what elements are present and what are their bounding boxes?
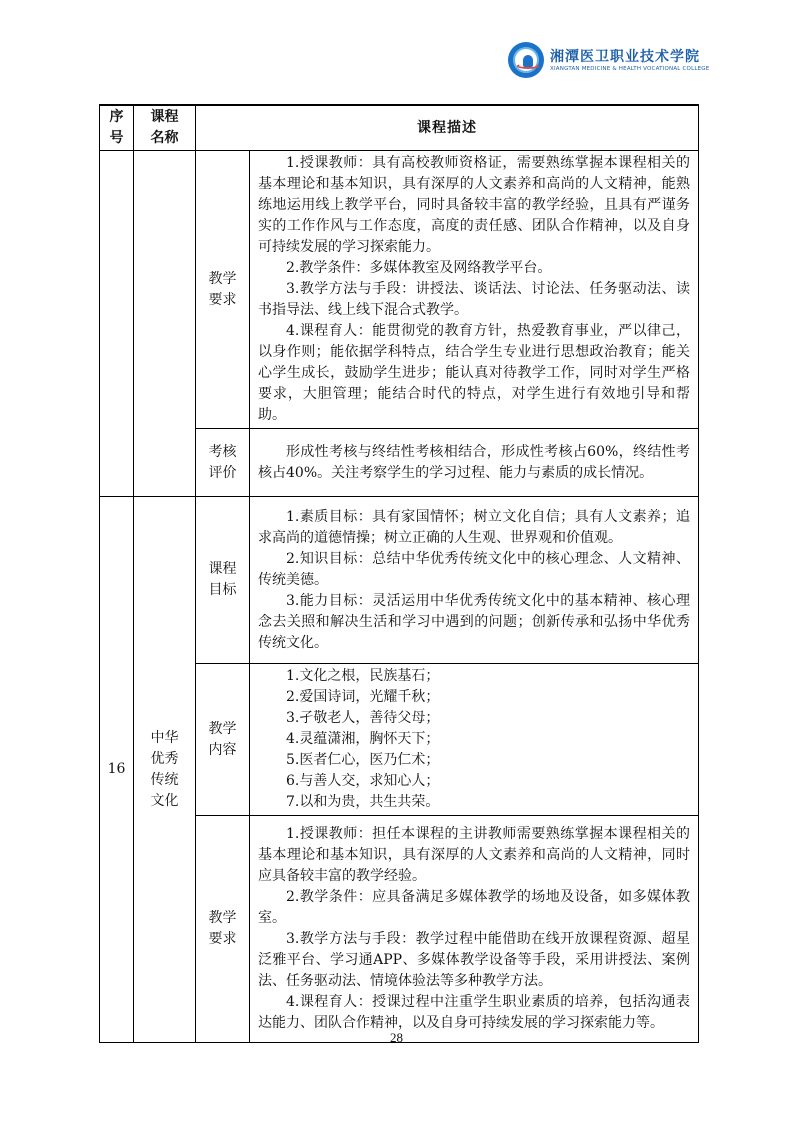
list-item: 4.灵蕴潇湘，胸怀天下； [286,731,440,747]
list-item: 4.课程育人：能贯彻党的教育方针，热爱教育事业，严以律己，以身作则；能依据学科特点，结合学生专业进行思想政治教育；能关心学生成长，鼓励学生进步；能认真对待教学工作，同时对学生严格要求，大胆管理；能结合时代的特点，对学生进行有效地引导和帮助。 [258,323,690,423]
list-item: 7.以和为贵，共生共荣。 [286,794,440,810]
list-item: 1.素质目标：具有家国情怀；树立文化自信；具有人文素养；追求高尚的道德情操；树立正确的人生观、世界观和价值观。 [258,508,690,546]
eval-text: 形成性考核与终结性考核相结合，形成性考核占60%，终结性考核占40%。关注考察学生的学习过程、能力与素质的成长情况。 [258,443,690,481]
table-header-row [100,105,699,151]
list-item: 2.知识目标：总结中华优秀传统文化中的核心理念、人文精神、传统美德。 [258,550,690,588]
page-header [508,42,708,82]
list-item: 4.课程育人：授课过程中注重学生职业素质的培养，包括沟通表达能力、团队合作精神，以及自身可持续发展的学习探索能力等。 [258,994,690,1031]
col-name-header: 课程名称 [134,105,196,151]
list-item: 5.医者仁心，医乃仁术； [286,752,440,768]
list-item: 1.授课教师：担任本课程的主讲教师需要熟练掌握本课程相关的基本理论和基本知识，具有深厚的人文素养和高尚的人文精神，同时应具备较丰富的教学经验。 [258,826,690,884]
prev-name-cell [134,151,196,497]
table-row [100,497,699,664]
section-label: 教学要求 [196,151,250,429]
list-item: 2.教学条件：应具备满足多媒体教学的场地及设备，如多媒体教室。 [258,889,690,926]
page-number: 28 [390,1030,403,1045]
list-item: 1.文化之根，民族基石； [286,668,440,684]
school-name: 湘潭医卫职业技术学院 [550,49,700,65]
course-table [99,104,699,1043]
course-name: 中华优秀传统文化 [134,497,196,1043]
course-seq: 16 [100,497,134,1043]
teaching-content [250,664,699,816]
list-item: 2.爱国诗词，光耀千秋； [286,689,440,705]
list-item: 3.孑敬老人，善待父母； [286,710,440,726]
list-item: 3.能力目标：灵活运用中华优秀传统文化中的基本精神、核心理念去关照和解决生活和学习中遇到的问题；创新传承和弘扬中华优秀传统文化。 [258,592,690,651]
teaching-requirements [250,151,699,429]
prev-seq-cell [100,151,134,497]
teaching-requirements-16 [250,816,699,1043]
school-name-en: XIANGTAN MEDICINE & HEALTH VOCATIONAL COLLEGE [550,66,710,72]
college-logo [508,42,544,78]
list-item: 1.授课教师：具有高校教师资格证，需要熟练掌握本课程相关的基本理论和基本知识，具有深厚的人文素养和高尚的人文精神，能熟练地运用线上教学平台，同时具备较丰富的教学经验，且具有严谨务实的工作作风与工作态度，高度的责任感、团队合作精神，以及自身可持续发展的学习探索能力。 [258,155,690,255]
section-label: 教学内容 [196,664,250,816]
section-label: 教学要求 [196,816,250,1043]
list-item: 3.教学方法与手段：教学过程中能借助在线开放课程资源、超星泛雅平台、学习通APP、多媒体教学设备等手段，采用讲授法、案例法、任务驱动法、情境体验法等多种教学方法。 [258,931,690,989]
course-goals [250,497,699,664]
assessment-evaluation [250,429,699,497]
col-desc-header: 课程描述 [196,105,699,151]
table-row [100,151,699,429]
list-item: 6.与善人交，求知心人； [286,773,440,789]
section-label: 考核评价 [196,429,250,497]
col-seq-header: 序号 [100,105,134,151]
list-item: 3.教学方法与手段：讲授法、谈话法、讨论法、任务驱动法、读书指导法、线上线下混合式教学。 [258,281,690,318]
list-item: 2.教学条件：多媒体教室及网络教学平台。 [286,260,552,276]
section-label: 课程目标 [196,497,250,664]
